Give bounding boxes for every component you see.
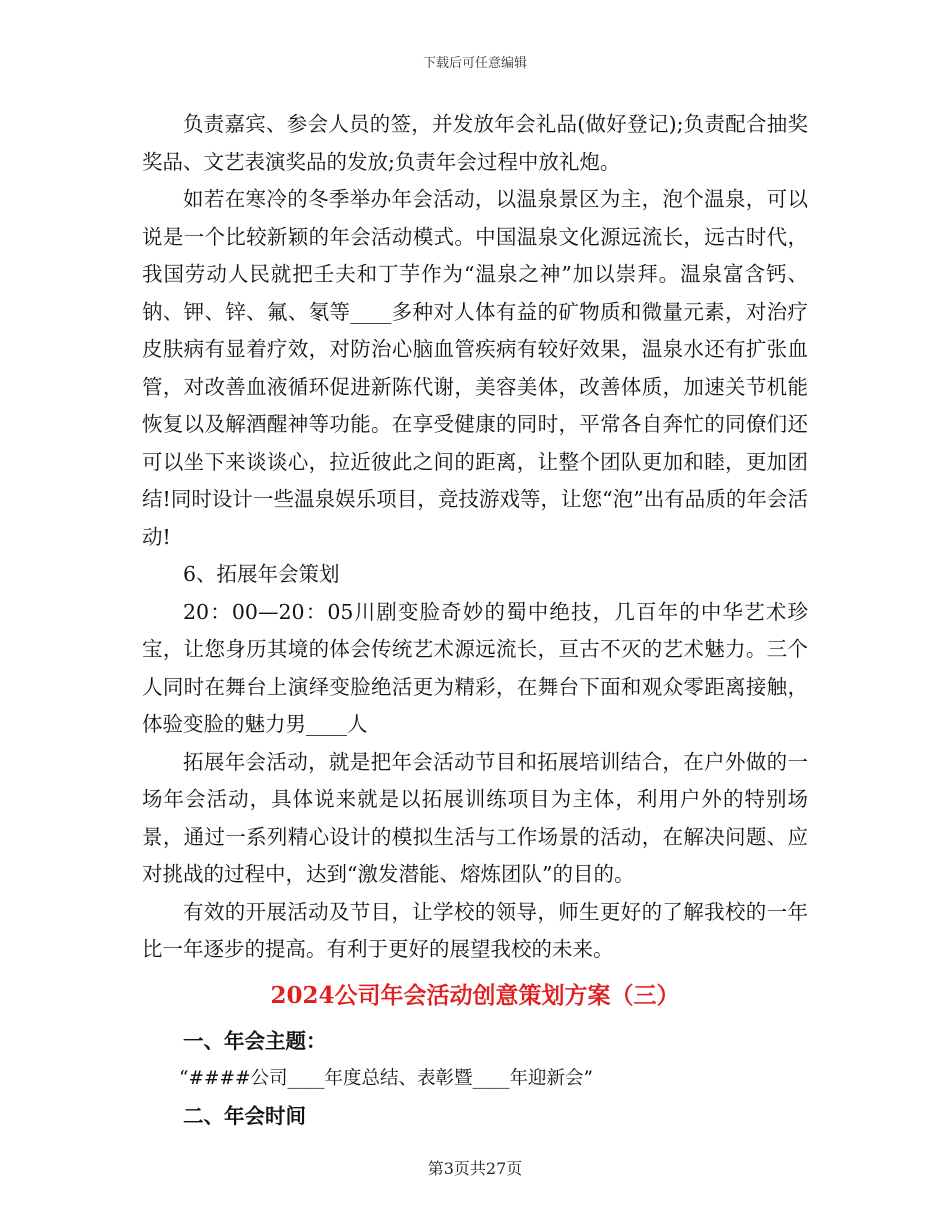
theme-text: “####公司____年度总结、表彰暨____年迎新会” xyxy=(179,1068,593,1089)
heading-time: 二、年会时间 xyxy=(183,1103,306,1128)
paragraph-effective-activities: 有效的开展活动及节目，让学校的领导，师生更好的了解我校的一年比一年逐步的提高。有利于更好的展望我校的未来。 xyxy=(142,899,808,961)
heading-theme: 一、年会主题： xyxy=(183,1028,327,1053)
paragraph-expansion-activity: 拓展年会活动，就是把年会活动节目和拓展培训结合，在户外做的一场年会活动，具体说来就是以拓展训练项目为主体，利用户外的特别场景，通过一系列精心设计的模拟生活与工作场景的活动，在解决问题、应对挑战的过程中，达到“激发潜能、熔炼团队”的目的。 xyxy=(142,749,808,886)
page-header: 下载后可任意编辑 xyxy=(422,56,527,71)
heading-expansion-plan: 6、拓展年会策划 xyxy=(183,562,340,586)
section-title: 2024公司年会活动创意策划方案（三） xyxy=(270,981,680,1009)
document-body xyxy=(142,106,808,1135)
paragraph-face-changing: 20：00—20：05川剧变脸奇妙的蜀中绝技，几百年的中华艺术珍宝，让您身历其境的体会传统艺术源远流长，亘古不灭的艺术魅力。三个人同时在舞台上演绎变脸绝活更为精彩，在舞台下面和观众零距离接触，体验变脸的魅力男____人 xyxy=(142,599,808,736)
page-footer: 第3页共27页 xyxy=(427,1159,523,1178)
paragraph-hot-spring: 如若在寒冷的冬季举办年会活动，以温泉景区为主，泡个温泉，可以说是一个比较新颖的年会活动模式。中国温泉文化源远流长，远古时代，我国劳动人民就把壬夫和丁芋作为“温泉之神”加以崇拜。温泉富含钙、钠、钾、锌、氟、氡等____多种对人体有益的矿物质和微量元素，对治疗皮肤病有显着疗效，对防治心脑血管疾病有较好效果，温泉水还有扩张血管，对改善血液循环促进新陈代谢，美容美体，改善体质，加速关节机能恢复以及解酒醒神等功能。在享受健康的同时，平常各自奔忙的同僚们还可以坐下来谈谈心，拉近彼此之间的距离，让整个团队更加和睦，更加团结!同时设计一些温泉娱乐项目，竞技游戏等，让您“泡”出有品质的年会活动! xyxy=(142,187,808,549)
paragraph-staff-duties: 负责嘉宾、参会人员的签，并发放年会礼品(做好登记);负责配合抽奖奖品、文艺表演奖品的发放;负责年会过程中放礼炮。 xyxy=(142,112,808,174)
